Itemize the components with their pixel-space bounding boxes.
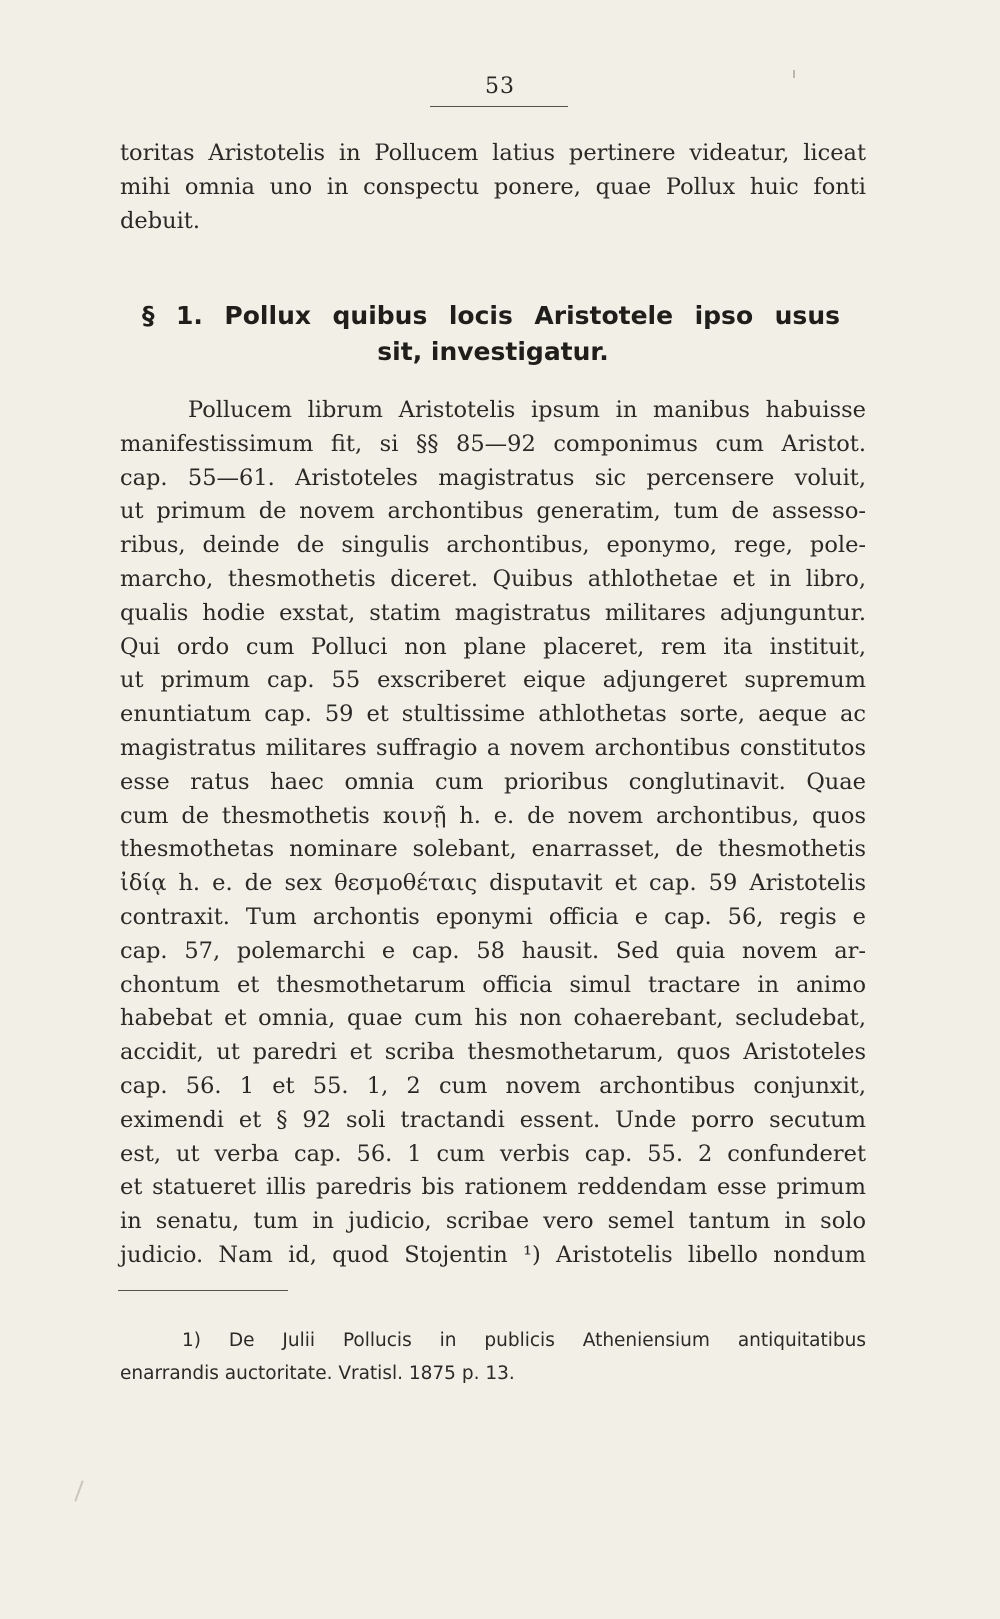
text-line: habebat et omnia, quae cum his non cohaerebant, secludebat, bbox=[120, 1005, 866, 1032]
text-line: ut primum de novem archontibus generatim, tum de assesso- bbox=[120, 498, 866, 525]
text-line: chontum et thesmothetarum officia simul tractare in animo bbox=[120, 971, 866, 998]
text-line: qualis hodie exstat, statim magistratus militares adjunguntur. bbox=[120, 599, 866, 626]
text-line: Qui ordo cum Polluci non plane placeret, rem ita instituit, bbox=[120, 633, 866, 660]
footnote-rule bbox=[118, 1290, 288, 1291]
text-line: cum de thesmothetis κοινῇ h. e. de novem archontibus, quos bbox=[120, 802, 866, 829]
text-line: est, ut verba cap. 56. 1 cum verbis cap. 55. 2 confunderet bbox=[120, 1140, 866, 1167]
text-line: ut primum cap. 55 exscriberet eique adjungeret supremum bbox=[120, 667, 866, 694]
text-line: cap. 57, polemarchi e cap. 58 hausit. Sed quia novem ar- bbox=[120, 937, 866, 964]
header-rule bbox=[430, 106, 568, 107]
page-number: 53 bbox=[485, 74, 515, 99]
text-line: contraxit. Tum archontis eponymi officia e cap. 56, regis e bbox=[120, 903, 866, 930]
section-heading bbox=[120, 298, 866, 370]
text-line: judicio. Nam id, quod Stojentin ¹) Aristotelis libello nondum bbox=[120, 1241, 866, 1268]
text-line: mihi omnia uno in conspectu ponere, quae Pollux huic fonti bbox=[120, 173, 866, 200]
text-line: enuntiatum cap. 59 et stultissime athlothetas sorte, aeque ac bbox=[120, 701, 866, 728]
text-line: accidit, ut paredri et scriba thesmothetarum, quos Aristoteles bbox=[120, 1039, 866, 1066]
margin-mark bbox=[74, 1480, 83, 1501]
text-line: thesmothetas nominare solebant, enarrasset, de thesmothetis bbox=[120, 836, 866, 863]
section-heading-line: sit, investigatur. bbox=[377, 337, 609, 366]
text-line: et statueret illis paredris bis rationem reddendam esse primum bbox=[120, 1174, 866, 1201]
footnote-line: 1) De Julii Pollucis in publicis Atheniensium antiquitatibus bbox=[182, 1330, 866, 1351]
text-line: debuit. bbox=[120, 207, 201, 234]
text-line: cap. 56. 1 et 55. 1, 2 cum novem archontibus conjunxit, bbox=[120, 1072, 866, 1099]
text-line: eximendi et § 92 soli tractandi essent. Unde porro secutum bbox=[120, 1106, 866, 1133]
text-line: ἰδίᾳ h. e. de sex θεσμοθέταις disputavit et cap. 59 Aristotelis bbox=[120, 870, 866, 897]
text-line: Pollucem librum Aristotelis ipsum in manibus habuisse bbox=[188, 397, 866, 423]
section-heading-line: § 1. Pollux quibus locis Aristotele ipso usus bbox=[142, 301, 840, 330]
text-line: in senatu, tum in judicio, scribae vero semel tantum in solo bbox=[120, 1208, 866, 1235]
text-line: ribus, deinde de singulis archontibus, eponymo, rege, pole- bbox=[120, 532, 866, 559]
body-paragraph bbox=[120, 394, 866, 1273]
text-line: cap. 55—61. Aristoteles magistratus sic percensere voluit, bbox=[120, 464, 866, 491]
footnote-line: enarrandis auctoritate. Vratisl. 1875 p. 13. bbox=[120, 1363, 515, 1384]
text-line: manifestissimum fit, si §§ 85—92 componimus cum Aristot. bbox=[120, 430, 866, 457]
intro-paragraph bbox=[120, 137, 866, 238]
footnotes bbox=[120, 1324, 866, 1390]
text-line: marcho, thesmothetis diceret. Quibus athlothetae et in libro, bbox=[120, 565, 866, 592]
text-line: toritas Aristotelis in Pollucem latius pertinere videatur, liceat bbox=[120, 140, 866, 166]
text-line: esse ratus haec omnia cum prioribus conglutinavit. Quae bbox=[120, 768, 866, 795]
margin-mark bbox=[793, 70, 795, 78]
text-line: magistratus militares suffragio a novem archontibus constitutos bbox=[120, 734, 866, 761]
